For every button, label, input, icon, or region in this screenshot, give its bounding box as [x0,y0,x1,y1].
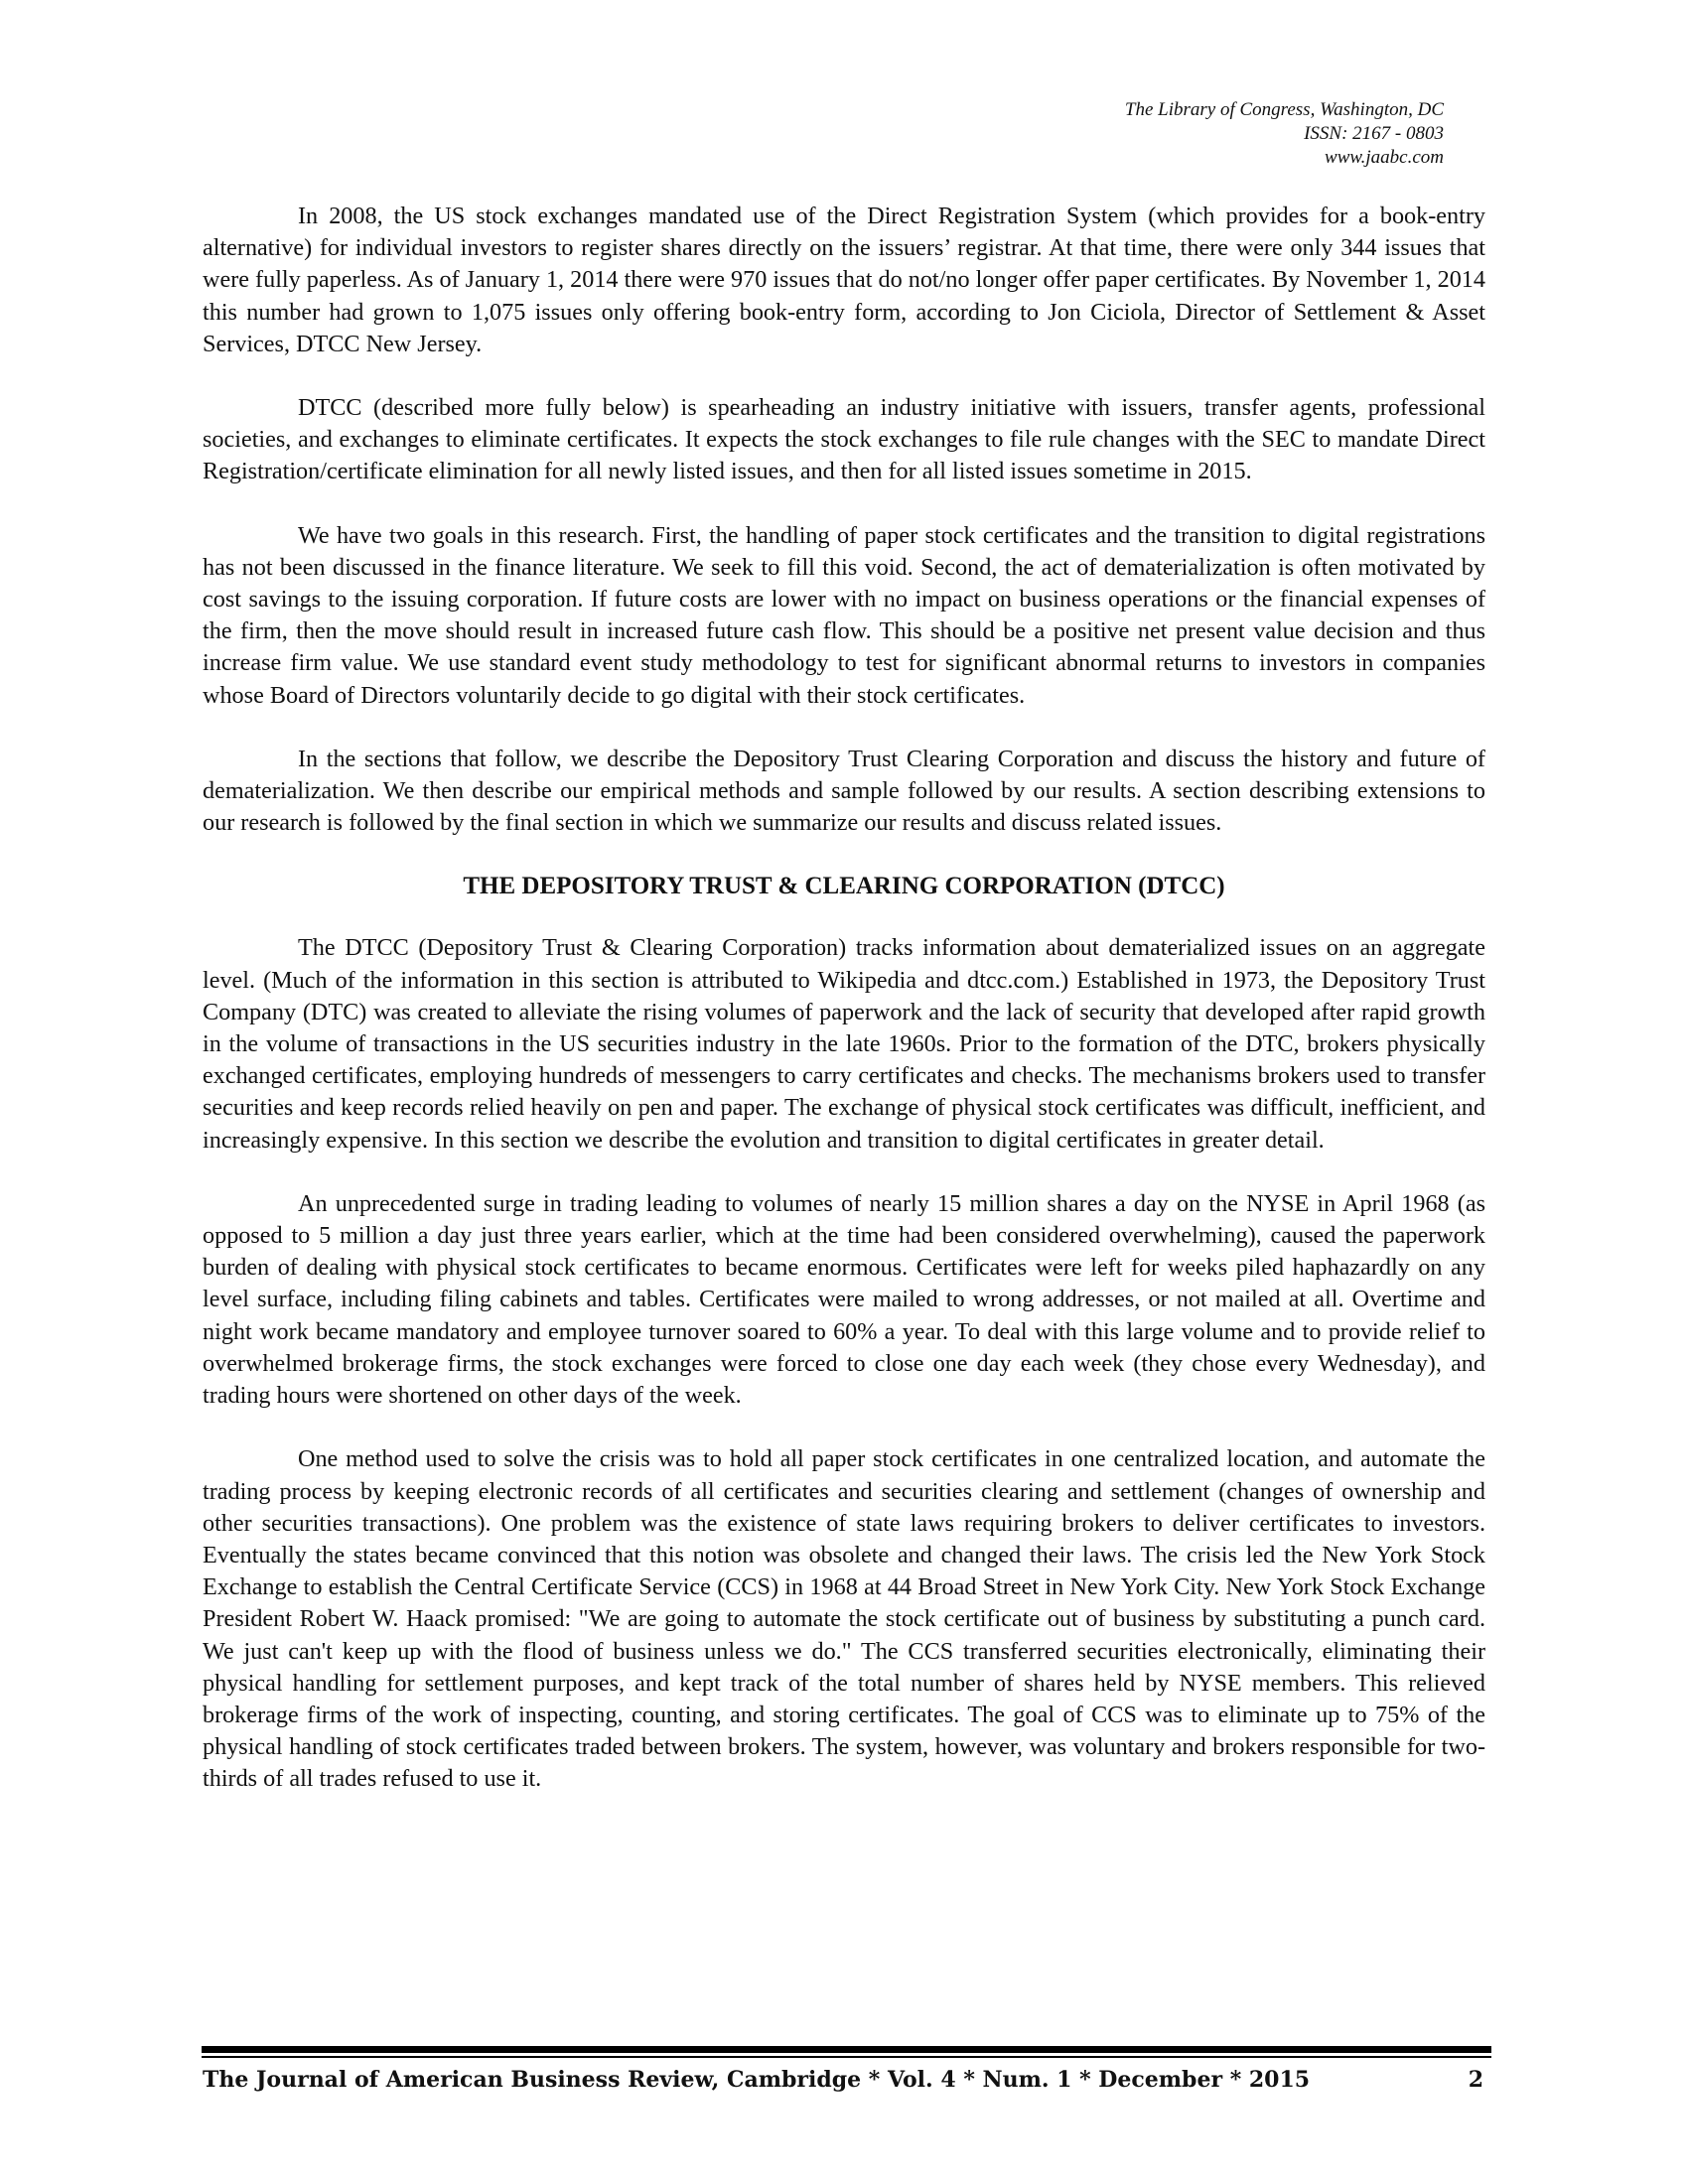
journal-citation: The Journal of American Business Review, Cambridge * Vol. 4 * Num. 1 * December * 2015 [203,2067,1311,2093]
body-paragraph-2: DTCC (described more fully below) is spearheading an industry initiative with issuers, transfer agents, professional societies, and exchanges to eliminate certificates. It expects the stock exchanges to file rule changes with the SEC to mandate Direct Registration/certificate elimination for all newly listed issues, and then for all listed issues sometime in 2015. [203,394,1485,485]
section-paragraph-1: The DTCC (Depository Trust & Clearing Corporation) tracks information about dematerialized issues on an aggregate level. (Much of the information in this section is attributed to Wikipedia and dtcc.com.) Established in 1973, the Depository Trust Company (DTC) was created to alleviate the rising volumes of paperwork and the lack of security that developed after rapid growth in the volume of transactions in the US securities industry in the late 1960s. Prior to the formation of the DTC, brokers physically exchanged certificates, employing hundreds of messengers to carry certificates and checks. The mechanisms brokers used to transfer securities and keep records relied heavily on pen and paper. The exchange of physical stock certificates was difficult, inefficient, and increasingly expensive. In this section we describe the evolution and transition to digital certificates in greater detail. [203,934,1485,1154]
body-paragraph-3: We have two goals in this research. First, the handling of paper stock certificates and the transition to digital registrations has not been discussed in the finance literature. We seek to fill this void. Second, the act of dematerialization is often motivated by cost savings to the issuing corporation. If future costs are lower with no impact on business operations or the financial expenses of the firm, then the move should result in increased future cash flow. This should be a positive net present value decision and thus increase firm value. We use standard event study methodology to test for significant abnormal returns to investors in companies whose Board of Directors voluntarily decide to go digital with their stock certificates. [203,521,1485,709]
section-paragraph-2: An unprecedented surge in trading leading to volumes of nearly 15 million shares a day on the NYSE in April 1968 (as opposed to 5 million a day just three years earlier, which at the time had been considered overwhelming), caused the paperwork burden of dealing with physical stock certificates to became enormous. Certificates were left for weeks piled haphazardly on any level surface, including filing cabinets and tables. Certificates were mailed to wrong addresses, or not mailed at all. Overtime and night work became mandatory and employee turnover soared to 60% a year. To deal with this large volume and to provide relief to overwhelmed brokerage firms, the stock exchanges were forced to close one day each week (they chose every Wednesday), and trading hours were shortened on other days of the week. [203,1189,1485,1410]
section-paragraph-3: One method used to solve the crisis was to hold all paper stock certificates in one centralized location, and automate the trading process by keeping electronic records of all certificates and securities clearing and settlement (changes of ownership and other securities transactions). One problem was the existence of state laws requiring brokers to deliver certificates to investors. Eventually the states became convinced that this notion was obsolete and changed their laws. The crisis led the New York Stock Exchange to establish the Central Certificate Service (CCS) in 1968 at 44 Broad Street in New York City. New York Stock Exchange President Robert W. Haack promised: "We are going to automate the stock certificate out of business by substituting a punch card. We just can't keep up with the flood of business unless we do." The CCS transferred securities electronically, eliminating their physical handling for settlement purposes, and kept track of the total number of shares held by NYSE members. This relieved brokerage firms of the work of inspecting, counting, and storing certificates. The goal of CCS was to eliminate up to 75% of the physical handling of stock certificates traded between brokers. The system, however, was voluntary and brokers responsible for two-thirds of all trades refused to use it. [203,1445,1485,1793]
page-number: 2 [1468,2067,1483,2093]
footer-thick-rule [202,2046,1491,2053]
header-library-line: The Library of Congress, Washington, DC [1124,99,1444,120]
page-header [1125,98,1444,170]
page-footer [203,2067,1483,2093]
header-issn-line: ISSN: 2167 - 0803 [1304,123,1444,144]
section-heading: THE DEPOSITORY TRUST & CLEARING CORPORATION (DTCC) [463,873,1225,900]
article-content [203,201,1485,1828]
footer-thin-rule [202,2056,1491,2058]
body-paragraph-1: In 2008, the US stock exchanges mandated use of the Direct Registration System (which provides for a book-entry alternative) for individual investors to register shares directly on the issuers’ registrar. At that time, there were only 344 issues that were fully paperless. As of January 1, 2014 there were 970 issues that do not/no longer offer paper certificates. By November 1, 2014 this number had grown to 1,075 issues only offering book-entry form, according to Jon Ciciola, Director of Settlement & Asset Services, DTCC New Jersey. [203,203,1485,357]
body-paragraph-4: In the sections that follow, we describe the Depository Trust Clearing Corporation and discuss the history and future of dematerialization. We then describe our empirical methods and sample followed by our results. A section describing extensions to our research is followed by the final section in which we summarize our results and discuss related issues. [203,745,1485,837]
header-website-line: www.jaabc.com [1325,147,1444,168]
